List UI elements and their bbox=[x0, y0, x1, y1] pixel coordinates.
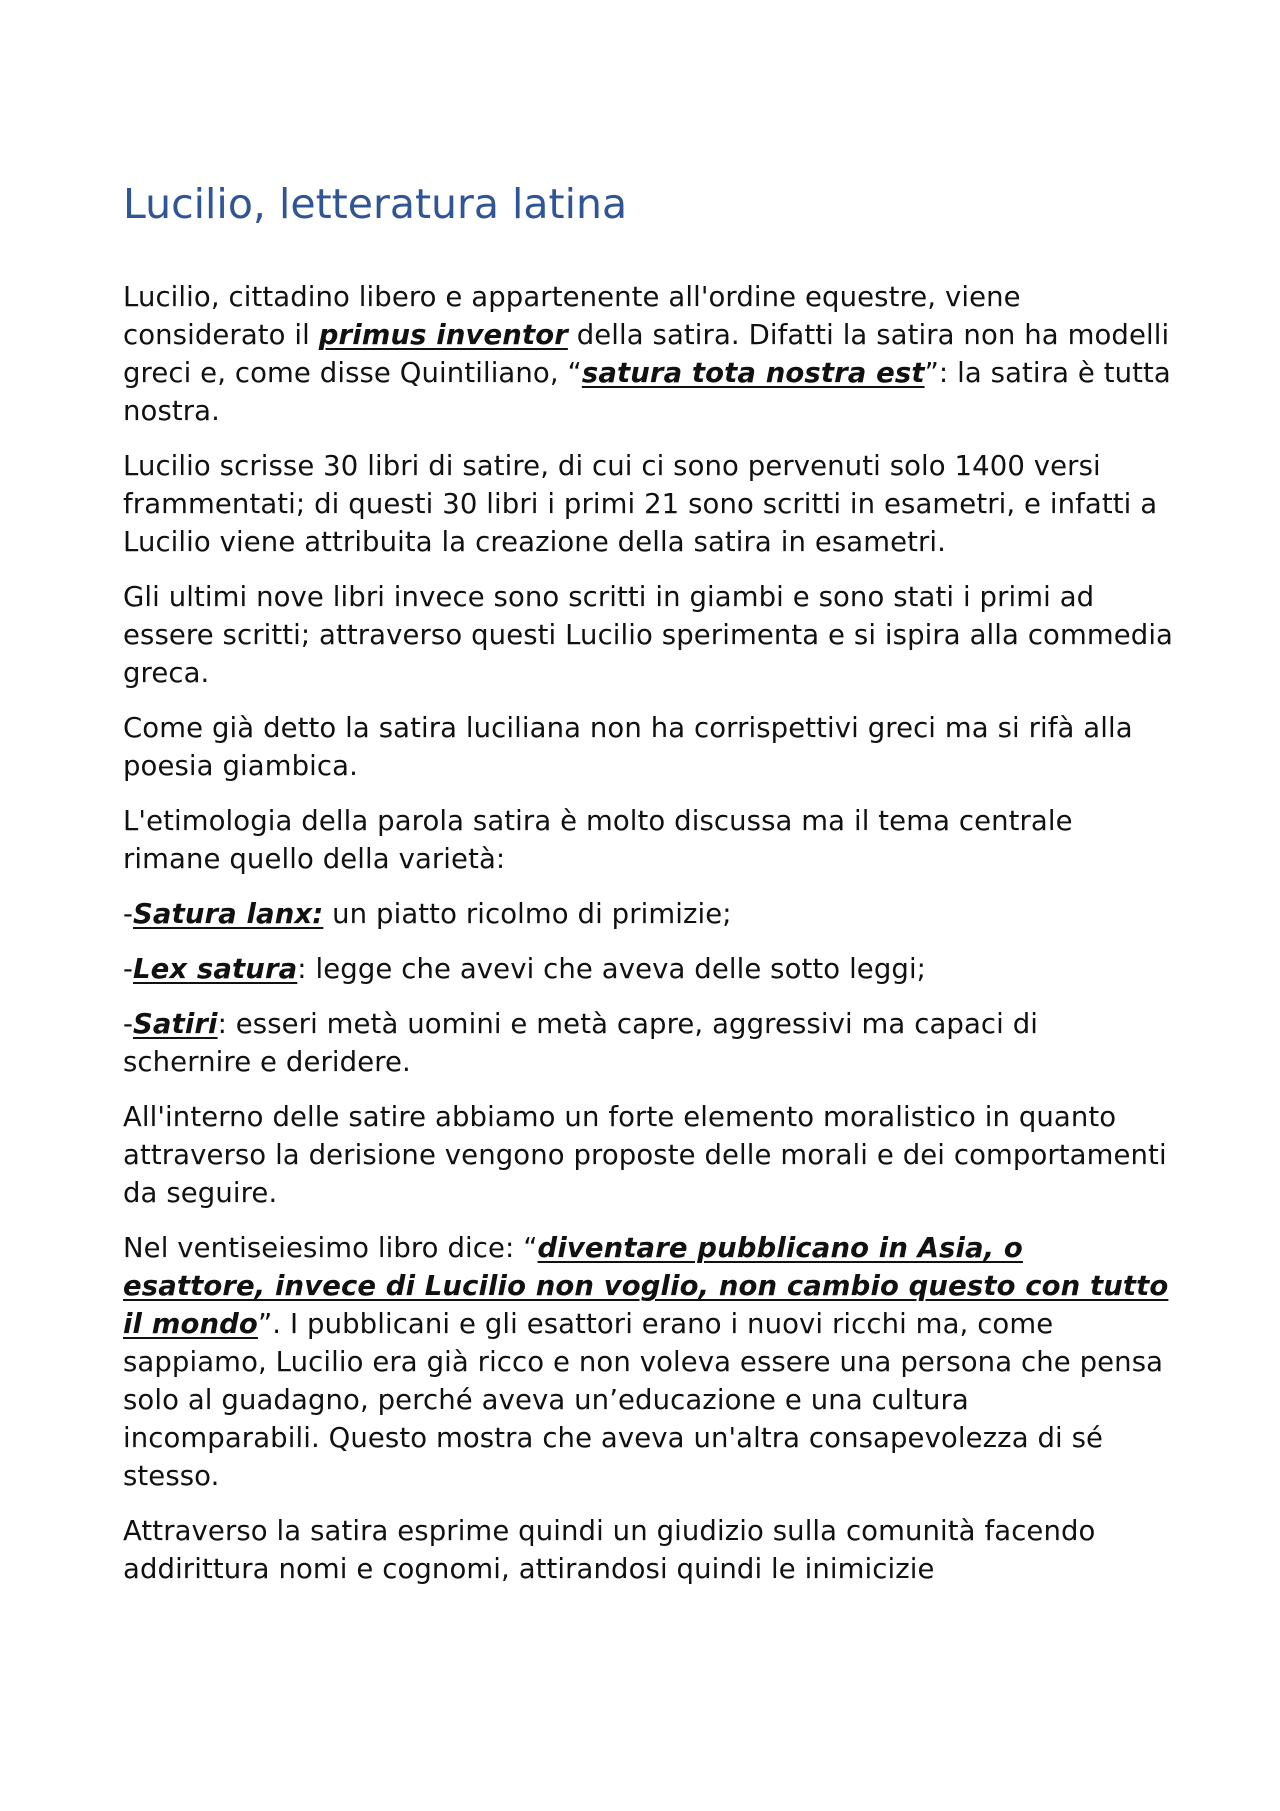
list-dash: - bbox=[123, 953, 134, 985]
list-dash: - bbox=[123, 1008, 134, 1040]
list-text: : esseri metà uomini e metà capre, aggressivi ma capaci di schernire e deridere. bbox=[123, 1008, 1038, 1078]
list-item-lex-satura bbox=[123, 950, 1173, 988]
term-primus-inventor: primus inventor bbox=[318, 319, 568, 351]
list-dash: - bbox=[123, 898, 134, 930]
paragraph-quote bbox=[123, 1229, 1173, 1495]
quote-commentary: ”. I pubblicani e gli esattori erano i nuovi ricchi ma, come sappiamo, Lucilio era già ricco e non voleva essere una persona che pensa solo al guadagno, perché aveva un’educazione e una cultura incomparabili. Questo mostra che aveva un'altra consapevolezza di sé stesso. bbox=[123, 1308, 1164, 1492]
paragraph-etymology: L'etimologia della parola satira è molto discussa ma il tema centrale rimane quello della varietà: bbox=[123, 805, 1073, 875]
list-text: : legge che avevi che aveva delle sotto leggi; bbox=[297, 953, 927, 985]
intro-text-c: della satira. Difatti la satira non ha modelli greci e, come disse Quintiliano, “ bbox=[123, 319, 1170, 389]
paragraph-judgment: Attraverso la satira esprime quindi un giudizio sulla comunità facendo addirittura nomi e cognomi, attirandosi quindi le inimicizie bbox=[123, 1515, 1096, 1585]
list-text: un piatto ricolmo di primizie; bbox=[323, 898, 732, 930]
intro-text-e: ”: la satira è tutta nostra. bbox=[123, 357, 1171, 427]
list-item-satiri bbox=[123, 1005, 1173, 1081]
quote-intro: Nel ventiseiesimo libro dice: “ bbox=[123, 1232, 538, 1264]
quote-diventare-pubblicano: diventare pubblicano in Asia, o esattore, invece di Lucilio non voglio, non cambio questo con tutto il mondo bbox=[123, 1232, 1169, 1340]
paragraph-iambic: Come già detto la satira luciliana non ha corrispettivi greci ma si rifà alla poesia giambica. bbox=[123, 712, 1133, 782]
list-term: Satura lanx: bbox=[133, 898, 324, 930]
paragraph-intro bbox=[123, 278, 1173, 430]
paragraph-moral: All'interno delle satire abbiamo un forte elemento moralistico in quanto attraverso la derisione vengono proposte delle morali e dei comportamenti da seguire. bbox=[123, 1101, 1167, 1209]
paragraph-books: Lucilio scrisse 30 libri di satire, di cui ci sono pervenuti solo 1400 versi frammentati; di questi 30 libri i primi 21 sono scritti in esametri, e infatti a Lucilio viene attribuita la creazione della satira in esametri. bbox=[123, 450, 1158, 558]
intro-text-a: Lucilio, cittadino libero e appartenente all'ordine equestre, viene considerato il bbox=[123, 281, 1021, 351]
paragraph-last-books: Gli ultimi nove libri invece sono scritti in giambi e sono stati i primi ad essere scritti; attraverso questi Lucilio sperimenta e si ispira alla commedia greca. bbox=[123, 581, 1174, 689]
list-term: Lex satura bbox=[133, 953, 298, 985]
list-term: Satiri bbox=[133, 1008, 218, 1040]
document-page bbox=[123, 178, 1173, 1605]
document-title: Lucilio, letteratura latina bbox=[123, 180, 628, 228]
quote-satura-tota-nostra-est: satura tota nostra est bbox=[581, 357, 925, 389]
list-item-satura-lanx bbox=[123, 895, 1173, 933]
